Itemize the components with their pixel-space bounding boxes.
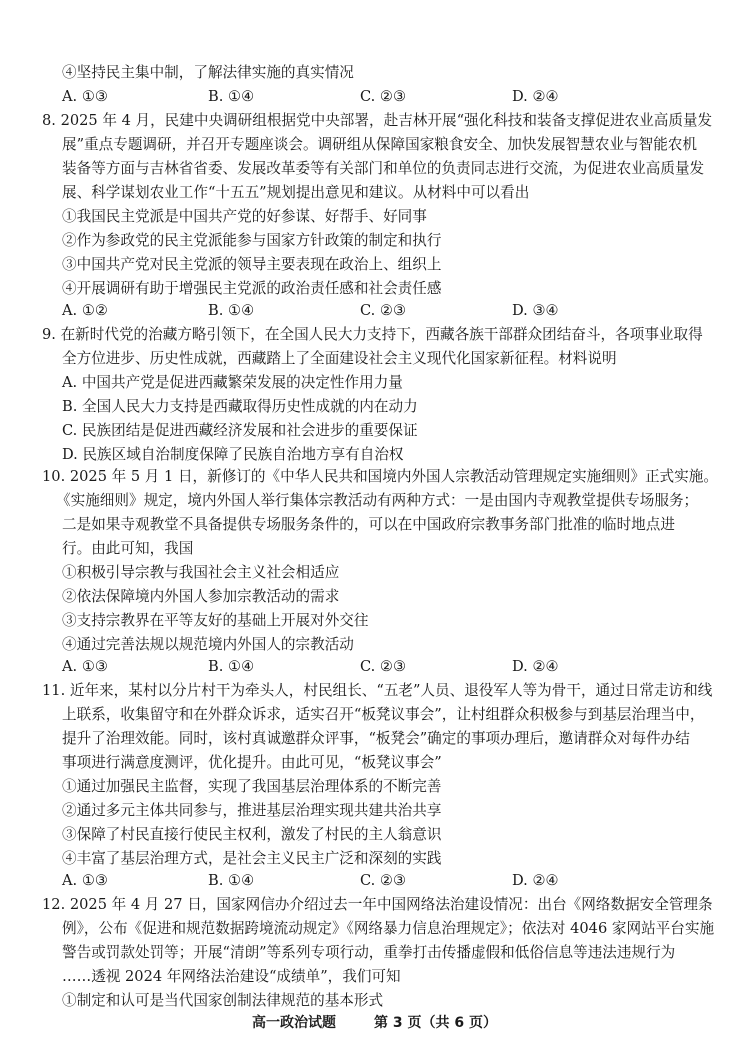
q8-statement-3: ③中国共产党对民主党派的领导主要表现在政治上、组织上: [62, 256, 442, 273]
q8-statement-4: ④开展调研有助于增强民主党派的政治责任感和社会责任感: [62, 280, 442, 297]
q11-stem-line-1: 11. 近年来，某村以分片村干为牵头人，村民组长、“五老”人员、退役军人等为骨干，通过日常走访和线: [42, 682, 713, 699]
q9-stem-line-1: 9. 在新时代党的治藏方略引领下，在全国人民大力支持下，西藏各族干部群众团结奋斗，各项事业取得: [42, 326, 703, 343]
q12-stem-line-2: 例》，公布《促进和规范数据跨境流动规定》《网络暴力信息治理规定》；依法对 4046 家网站平台实施: [62, 920, 715, 937]
q10-statement-1: ①积极引导宗教与我国社会主义社会相适应: [62, 564, 340, 581]
q12-stem-line-3: 警告或罚款处罚等；开展“清朗”等系列专项行动，重拳打击传播虚假和低俗信息等违法违规行为: [62, 944, 676, 961]
q11-stem-line-4: 事项进行满意度测评，优化提升。由此可见，“板凳议事会”: [62, 754, 442, 771]
q10-option-b: B. ①④: [208, 658, 255, 675]
q8-stem-line-3: 装备等方面与吉林省省委、发展改革委等有关部门和单位的负责同志进行交流，为促进农业高质量发: [62, 160, 705, 177]
q10-stem-line-3: 二是如果寺观教堂不具备提供专场服务条件的，可以在中国政府宗教事务部门批准的临时地点进: [62, 516, 675, 533]
q7-option-b: B. ①④: [208, 88, 255, 105]
q8-stem-line-4: 展、科学谋划农业工作“十五五”规划提出意见和建议。从材料中可以看出: [62, 184, 530, 201]
q11-option-a: A. ①③: [62, 872, 108, 889]
q10-stem-line-2: 《实施细则》规定，境内外国人举行集体宗教活动有两种方式：一是由国内寺观教堂提供专场服务；: [56, 492, 699, 509]
q10-stem-line-4: 行。由此可知，我国: [62, 540, 194, 557]
q11-stem-line-2: 上联系，收集留守和在外群众诉求，适实召开“板凳议事会”，让村组群众积极参与到基层治理当中，: [62, 706, 705, 723]
q10-option-d: D. ②④: [512, 658, 559, 675]
q9-choice-b: B. 全国人民大力支持是西藏取得历史性成就的内在动力: [62, 398, 418, 415]
q11-stem-line-3: 提升了治理效能。同时，该村真诚邀群众评事，“板凳会”确定的事项办理后，邀请群众对每件办结: [62, 730, 690, 747]
q11-statement-2: ②通过多元主体共同参与，推进基层治理实现共建共治共享: [62, 802, 442, 819]
q12-stem-line-4: ……透视 2024 年网络法治建设“成绩单”，我们可知: [62, 968, 401, 985]
q7-option-d: D. ②④: [512, 88, 559, 105]
q8-statement-1: ①我国民主党派是中国共产党的好参谋、好帮手、好同事: [62, 208, 427, 225]
q10-statement-2: ②依法保障境内外国人参加宗教活动的需求: [62, 588, 340, 605]
q9-choice-d: D. 民族区域自治制度保障了民族自治地方享有自治权: [62, 446, 404, 463]
q9-stem-line-2: 全方位进步、历史性成就，西藏踏上了全面建设社会主义现代化国家新征程。材料说明: [62, 350, 617, 367]
q8-option-c: C. ②③: [360, 302, 407, 319]
q10-option-c: C. ②③: [360, 658, 407, 675]
q7-option-c: C. ②③: [360, 88, 407, 105]
q11-statement-1: ①通过加强民主监督，实现了我国基层治理体系的不断完善: [62, 778, 442, 795]
q12-stem-line-1: 12. 2025 年 4 月 27 日，国家网信办介绍过去一年中国网络法治建设情况：出台《网络数据安全管理条: [42, 896, 713, 913]
q8-option-d: D. ③④: [512, 302, 559, 319]
q11-option-b: B. ①④: [208, 872, 255, 889]
q8-statement-2: ②作为参政党的民主党派能参与国家方针政策的制定和执行: [62, 232, 442, 249]
q10-statement-3: ③支持宗教界在平等友好的基础上开展对外交往: [62, 612, 369, 629]
q8-option-b: B. ①④: [208, 302, 255, 319]
q10-stem-line-1: 10. 2025 年 5 月 1 日，新修订的《中华人民共和国境内外国人宗教活动管理规定实施细则》正式实施。: [42, 468, 718, 485]
q11-statement-3: ③保障了村民直接行使民主权利，激发了村民的主人翁意识: [62, 826, 442, 843]
q9-choice-c: C. 民族团结是促进西藏经济发展和社会进步的重要保证: [62, 422, 418, 439]
q8-stem-line-2: 展”重点专题调研，并召开专题座谈会。调研组从保障国家粮食安全、加快发展智慧农业与智能农机: [62, 136, 697, 153]
q10-option-a: A. ①③: [62, 658, 108, 675]
q8-option-a: A. ①②: [62, 302, 108, 319]
q12-statement-1: ①制定和认可是当代国家创制法律规范的基本形式: [62, 992, 384, 1009]
footer-page-number: 第 3 页（共 6 页）: [374, 1015, 497, 1031]
footer-subject: 高一政治试题: [252, 1015, 336, 1031]
q9-choice-a: A. 中国共产党是促进西藏繁荣发展的决定性作用力量: [62, 374, 403, 391]
q10-statement-4: ④通过完善法规以规范境内外国人的宗教活动: [62, 636, 354, 653]
q8-stem-line-1: 8. 2025 年 4 月，民建中央调研组根据党中央部署，赴吉林开展“强化科技和装备支撑促进农业高质量发: [42, 112, 713, 129]
q7-option-a: A. ①③: [62, 88, 108, 105]
q11-option-c: C. ②③: [360, 872, 407, 889]
q11-statement-4: ④丰富了基层治理方式，是社会主义民主广泛和深刻的实践: [62, 850, 442, 867]
q11-option-d: D. ②④: [512, 872, 559, 889]
q7-statement-4: ④坚持民主集中制，了解法律实施的真实情况: [62, 64, 354, 81]
